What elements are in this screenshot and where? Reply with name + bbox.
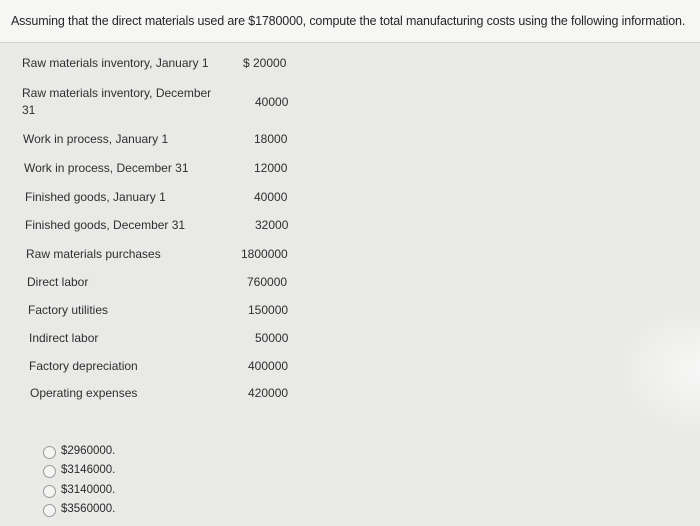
option-label[interactable]: $3146000. <box>61 464 116 476</box>
answer-option[interactable] <box>43 462 153 480</box>
row-label: Factory utilities <box>28 303 109 317</box>
row-label: Finished goods, January 1 <box>25 190 166 204</box>
row-value: 150000 <box>248 303 289 317</box>
row-label: Raw materials purchases <box>26 247 161 261</box>
radio-button[interactable] <box>43 485 56 498</box>
option-label[interactable]: $2960000. <box>61 445 116 457</box>
option-label[interactable]: $3140000. <box>61 484 116 496</box>
question-header <box>0 0 700 43</box>
row-label: Factory depreciation <box>29 359 138 373</box>
row-label: Operating expenses <box>30 386 138 400</box>
row-value: 40000 <box>255 95 289 109</box>
row-label: Finished goods, December 31 <box>25 218 186 232</box>
screen-glare <box>610 300 700 440</box>
answer-option[interactable] <box>43 501 153 519</box>
row-label: Indirect labor <box>29 331 99 345</box>
row-value: $ 20000 <box>243 56 287 70</box>
radio-button[interactable] <box>43 446 56 459</box>
row-value: 32000 <box>255 218 289 232</box>
row-value: 760000 <box>247 275 288 289</box>
row-value: 400000 <box>248 359 289 373</box>
question-text: Assuming that the direct materials used are $1780000, compute the total manufacturing costs using the following information. <box>11 14 686 28</box>
row-value: 12000 <box>254 161 288 175</box>
row-value: 18000 <box>254 132 288 146</box>
row-label: Raw materials inventory, January 1 <box>22 56 209 70</box>
option-label[interactable]: $3560000. <box>61 503 116 515</box>
row-label: Direct labor <box>27 275 89 289</box>
radio-button[interactable] <box>43 504 56 517</box>
row-value: 40000 <box>254 190 288 204</box>
answer-option[interactable] <box>43 443 153 461</box>
row-value: 420000 <box>248 386 289 400</box>
row-label: Work in process, January 1 <box>23 132 169 146</box>
row-label: Raw materials inventory, December 31 <box>22 86 212 117</box>
row-label: Work in process, December 31 <box>24 161 189 175</box>
radio-button[interactable] <box>43 465 56 478</box>
row-value: 50000 <box>255 331 289 345</box>
answer-option[interactable] <box>43 482 153 500</box>
row-value: 1800000 <box>241 247 288 261</box>
